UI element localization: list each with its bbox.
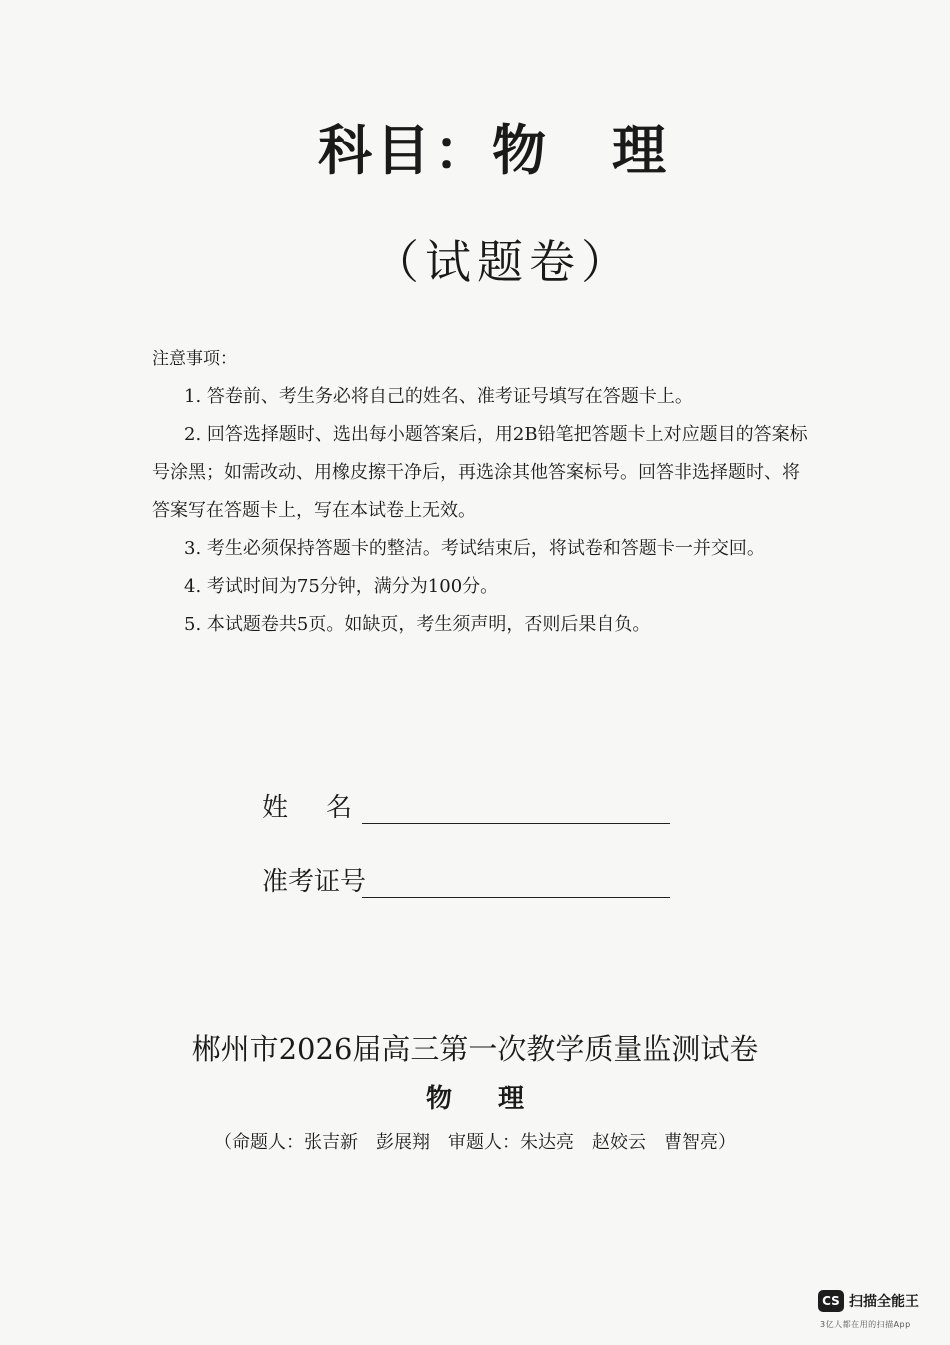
note-item: 5. 本试题卷共5页。如缺页，考生须声明，否则后果自负。 xyxy=(184,614,651,635)
note-item: 4. 考试时间为75分钟，满分为100分。 xyxy=(184,576,499,597)
exam-id-label: 准考证号 xyxy=(262,867,367,897)
authors-line: （命题人：张吉新 彭展翔 审题人：朱达亮 赵姣云 曹智亮） xyxy=(214,1132,736,1153)
subject-last-char: 理 xyxy=(612,119,670,182)
scanner-watermark xyxy=(818,1290,936,1334)
notes-heading: 注意事项： xyxy=(152,349,237,369)
footer-subject-last: 理 xyxy=(498,1084,525,1114)
footer-subject-first: 物 xyxy=(425,1084,452,1114)
note-item: 1. 答卷前、考生务必将自己的姓名、准考证号填写在答题卡上。 xyxy=(184,386,693,407)
note-item: 2. 回答选择题时、选出每小题答案后，用2B铅笔把答题卡上对应题目的答案标号涂黑；如需改动、用橡皮擦干净后，再选涂其他答案标号。回答非选择题时、将答案写在答题卡上，写在本试卷上无效。 xyxy=(152,424,808,521)
notes-section xyxy=(152,340,812,644)
exam-id-field[interactable] xyxy=(362,867,670,898)
name-label: 姓名 xyxy=(262,793,391,823)
note-item: 3. 考生必须保持答题卡的整洁。考试结束后，将试卷和答题卡一并交回。 xyxy=(184,538,765,559)
candidate-info-form xyxy=(262,780,670,928)
watermark-app-name: 扫描全能王 xyxy=(849,1294,919,1310)
subject-label: 科目：物 xyxy=(318,119,550,182)
name-field[interactable] xyxy=(362,793,670,824)
exam-title: 郴州市2026届高三第一次教学质量监测试卷 xyxy=(191,1032,759,1066)
camscanner-logo-icon: CS xyxy=(818,1290,844,1312)
footer-subject xyxy=(0,1078,950,1115)
paper-type: （试题卷） xyxy=(373,235,633,289)
subject-title xyxy=(318,108,670,185)
watermark-tagline: 3亿人都在用的扫描App xyxy=(820,1320,911,1329)
name-row xyxy=(262,780,670,824)
exam-id-row xyxy=(262,854,670,898)
